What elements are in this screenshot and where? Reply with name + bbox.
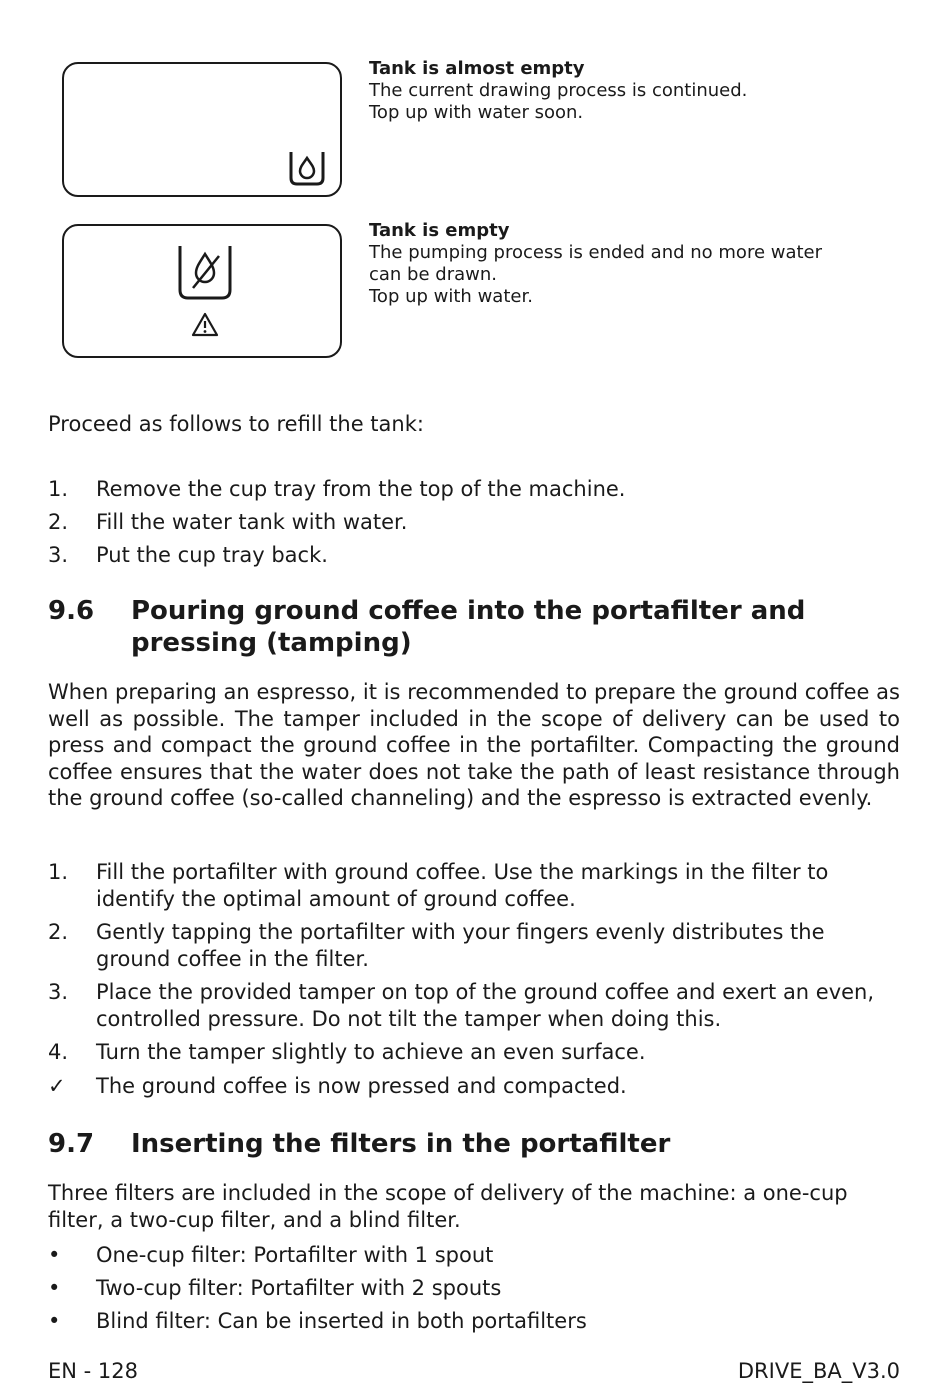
list-item-text: One-cup filter: Portafilter with 1 spout bbox=[96, 1243, 494, 1267]
status-title: Tank is almost empty bbox=[369, 58, 585, 79]
list-item bbox=[48, 1073, 900, 1100]
section-title: Pouring ground coffee into the portafilter and pressing (tamping) bbox=[131, 596, 806, 658]
list-item bbox=[48, 1039, 900, 1066]
refill-steps-list bbox=[48, 473, 900, 572]
bullet-marker: • bbox=[48, 1276, 61, 1300]
status-text-line: can be drawn. bbox=[369, 264, 497, 285]
section-heading-9-7 bbox=[48, 1128, 908, 1160]
display-panel-tank-almost-empty bbox=[62, 62, 342, 197]
status-description-empty bbox=[369, 220, 909, 308]
list-item bbox=[48, 1239, 900, 1272]
bullet-marker: • bbox=[48, 1309, 61, 1333]
list-item bbox=[48, 919, 900, 972]
list-item-text: Place the provided tamper on top of the ground coffee and exert an even, controlled pressure. Do not tilt the tamper when doing this. bbox=[96, 980, 875, 1031]
filters-bullet-list bbox=[48, 1239, 900, 1338]
status-text-line: Top up with water soon. bbox=[369, 102, 584, 123]
status-text-line: Top up with water. bbox=[369, 286, 533, 307]
list-marker: 1. bbox=[48, 860, 69, 884]
list-marker: 3. bbox=[48, 980, 69, 1004]
refill-intro: Proceed as follows to refill the tank: bbox=[48, 412, 424, 436]
section-number: 9.7 bbox=[48, 1129, 95, 1159]
section-9-6-body: When preparing an espresso, it is recommended to prepare the ground coffee as well as possible. The tamper included in the scope of delivery can be used to press and compact the ground coffee in the portafilter. Compacting the ground coffee ensures that the water does not take the path of least resistance through the ground coffee (so-called channeling) and the espresso is extracted evenly. bbox=[48, 680, 900, 810]
water-tank-drop-icon bbox=[287, 148, 327, 188]
list-item-text: Two-cup filter: Portafilter with 2 spouts bbox=[96, 1276, 502, 1300]
list-item-text: Blind filter: Can be inserted in both portafilters bbox=[96, 1309, 587, 1333]
list-item bbox=[48, 979, 900, 1032]
document-id: DRIVE_BA_V3.0 bbox=[737, 1359, 900, 1383]
page-number: EN - 128 bbox=[48, 1359, 138, 1383]
water-tank-crossed-icon bbox=[176, 242, 234, 302]
list-marker: 2. bbox=[48, 920, 69, 944]
list-marker: 1. bbox=[48, 477, 69, 501]
list-item bbox=[48, 473, 900, 506]
display-panel-tank-empty bbox=[62, 224, 342, 358]
list-item-text: Fill the water tank with water. bbox=[96, 510, 408, 534]
bullet-marker: • bbox=[48, 1243, 61, 1267]
status-description-almost-empty bbox=[369, 58, 909, 124]
section-9-7-body: Three filters are included in the scope of delivery of the machine: a one-cup filter, a two-cup filter, and a blind filter. bbox=[48, 1181, 848, 1232]
list-item bbox=[48, 506, 900, 539]
list-item-text: Remove the cup tray from the top of the machine. bbox=[96, 477, 626, 501]
status-text-line: The current drawing process is continued. bbox=[369, 80, 748, 101]
tamping-steps-list bbox=[48, 859, 900, 1099]
list-item bbox=[48, 859, 900, 912]
warning-triangle-icon bbox=[191, 312, 219, 338]
list-item bbox=[48, 539, 900, 572]
list-marker: 4. bbox=[48, 1040, 69, 1064]
list-marker: 3. bbox=[48, 543, 69, 567]
list-marker: 2. bbox=[48, 510, 69, 534]
list-item-text: Turn the tamper slightly to achieve an even surface. bbox=[96, 1040, 646, 1064]
checkmark-icon: ✓ bbox=[48, 1073, 66, 1098]
list-item-text: Gently tapping the portafilter with your fingers evenly distributes the ground coffee in the filter. bbox=[96, 920, 825, 971]
status-text-line: The pumping process is ended and no more water bbox=[369, 242, 823, 263]
list-item-text: Fill the portafilter with ground coffee. Use the markings in the filter to identify the optimal amount of ground coffee. bbox=[96, 860, 829, 911]
list-item-text: Put the cup tray back. bbox=[96, 543, 328, 567]
section-title: Inserting the filters in the portafilter bbox=[131, 1129, 671, 1159]
section-heading-9-6 bbox=[48, 595, 908, 659]
list-item-text: The ground coffee is now pressed and compacted. bbox=[96, 1073, 627, 1098]
list-item bbox=[48, 1272, 900, 1305]
status-title: Tank is empty bbox=[369, 220, 510, 241]
section-number: 9.6 bbox=[48, 596, 95, 626]
list-item bbox=[48, 1305, 900, 1338]
